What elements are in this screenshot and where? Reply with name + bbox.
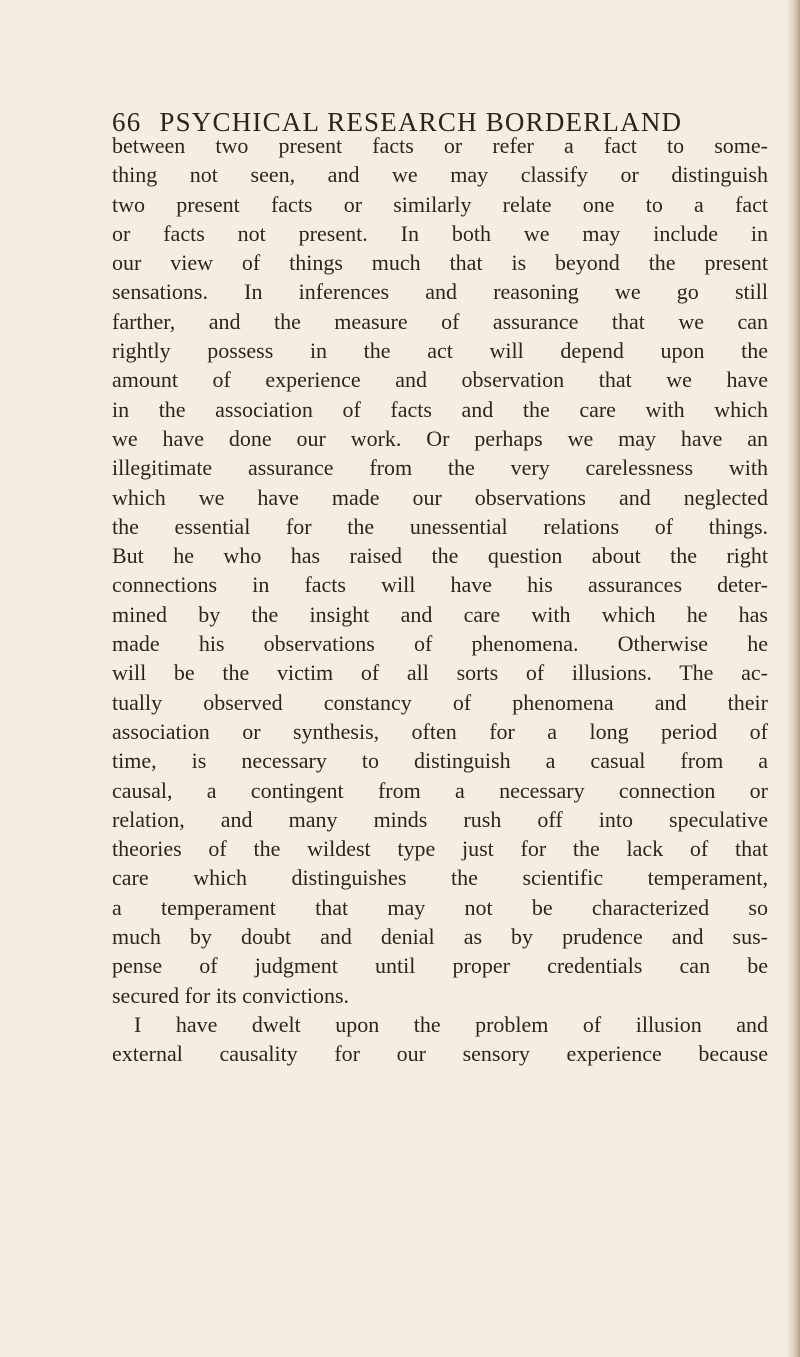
body-text <box>112 131 768 1069</box>
text-line: much by doubt and denial as by prudence and sus- <box>112 924 768 950</box>
text-line: we have done our work. Or perhaps we may have an <box>112 425 768 451</box>
text-line: sensations. In inferences and reasoning we go still <box>112 279 768 305</box>
text-line: farther, and the measure of assurance that we can <box>112 308 768 334</box>
text-line: will be the victim of all sorts of illusions. The ac- <box>112 660 768 686</box>
paragraph-end-line: secured for its convictions. <box>112 982 350 1008</box>
running-title: PSYCHICAL RESEARCH BORDERLAND <box>159 107 683 137</box>
text-line: pense of judgment until proper credentials can be <box>112 953 768 979</box>
text-line: relation, and many minds rush off into speculative <box>112 806 768 832</box>
text-line: theories of the wildest type just for the lack of that <box>112 836 768 862</box>
text-line: care which distinguishes the scientific temperament, <box>112 865 768 891</box>
text-line: in the association of facts and the care with which <box>112 396 768 422</box>
page-edge-shadow <box>786 0 800 1357</box>
text-line: made his observations of phenomena. Otherwise he <box>112 631 768 657</box>
text-line: our view of things much that is beyond the present <box>112 250 768 276</box>
text-line: the essential for the unessential relations of things. <box>112 513 768 539</box>
text-line: a temperament that may not be characterized so <box>112 894 768 920</box>
text-line: illegitimate assurance from the very carelessness with <box>112 455 768 481</box>
text-line: between two present facts or refer a fact to some- <box>112 133 768 158</box>
text-line: or facts not present. In both we may include in <box>112 220 768 246</box>
text-line: rightly possess in the act will depend upon the <box>112 338 768 364</box>
text-line: time, is necessary to distinguish a casual from a <box>112 748 768 774</box>
text-line: thing not seen, and we may classify or distinguish <box>112 162 768 188</box>
text-line: association or synthesis, often for a long period of <box>112 718 768 744</box>
text-line: But he who has raised the question about the right <box>112 543 768 569</box>
text-line: two present facts or similarly relate one to a fact <box>112 191 768 217</box>
page-number: 66 <box>112 107 142 137</box>
paragraph-start-line: I have dwelt upon the problem of illusion and <box>134 1011 768 1037</box>
text-line: amount of experience and observation that we have <box>112 367 768 393</box>
text-line: causal, a contingent from a necessary connection or <box>112 777 768 803</box>
text-line: connections in facts will have his assurances deter- <box>112 572 768 598</box>
text-line: tually observed constancy of phenomena and their <box>112 689 768 715</box>
text-line: external causality for our sensory experience because <box>112 1041 768 1067</box>
text-line: which we have made our observations and neglected <box>112 484 768 510</box>
text-line: mined by the insight and care with which he has <box>112 601 768 627</box>
